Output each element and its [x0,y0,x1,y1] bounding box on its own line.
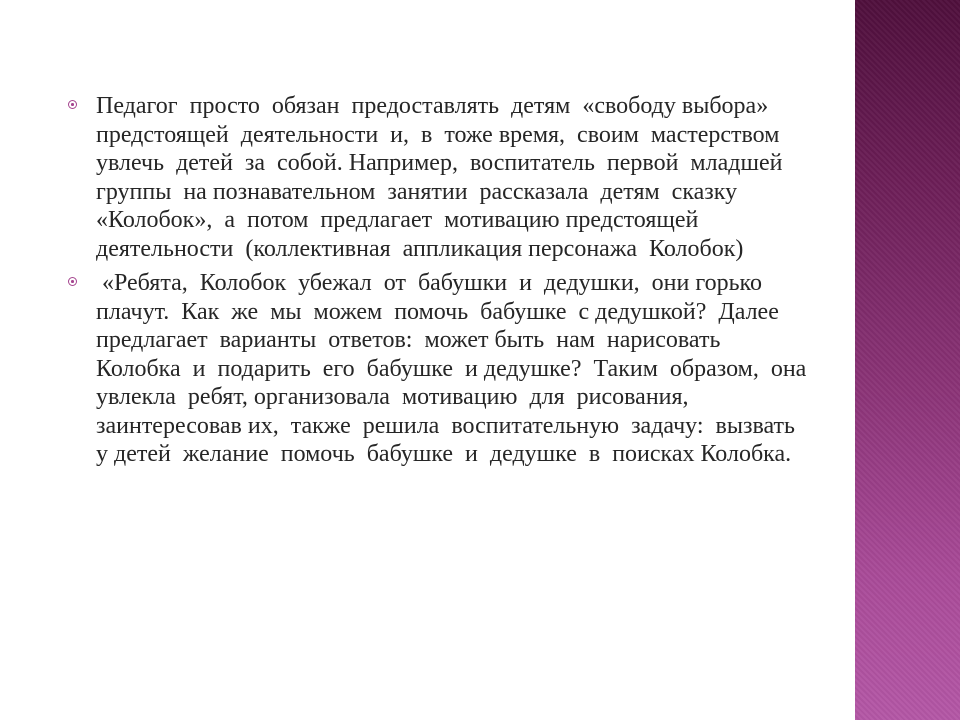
bullet-text-1: Педагог просто обязан предоставлять детям «свободу выбора» предстоящей деятельности и, в тоже время, своим мастерством увлечь детей за собой. Например, воспитатель первой младшей группы на познавательном занятии рассказала детям сказку «Колобок», а потом предлагает мотивацию предстоящей деятельности (коллективная аппликация персонажа Колобок) [96,93,795,262]
decorative-side-bar [855,0,960,720]
bullet-item-1 [68,92,808,263]
bullet-item-2 [68,269,819,469]
circle-dot-icon [68,100,77,109]
circle-dot-icon [68,277,77,286]
bullet-text-2: «Ребята, Колобок убежал от бабушки и дедушки, они горько плачут. Как же мы можем помочь бабушке с дедушкой? Далее предлагает варианты ответов: может быть нам нарисовать Колобка и подарить его бабушке и дедушке? Таким образом, она увлекла ребят, организовала мотивацию для рисования, заинтересовав их, также решила воспитательную задачу: вызвать у детей желание помочь бабушке и дедушке в поисках Колобка. [96,270,819,467]
slide-content [68,92,819,475]
